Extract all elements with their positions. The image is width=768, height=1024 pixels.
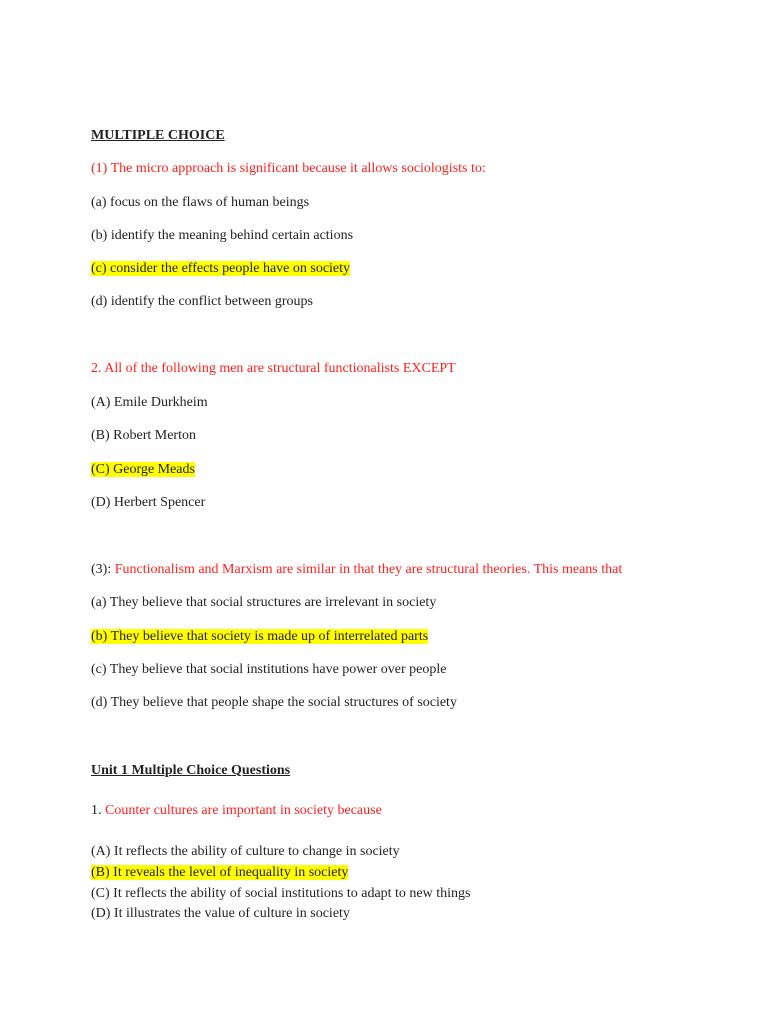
option-d: (d) They believe that people shape the social structures of society	[91, 695, 457, 710]
option-b: (b) identify the meaning behind certain actions	[91, 228, 354, 243]
question-number: 1.	[91, 803, 102, 818]
question-text: The micro approach is significant because it allows sociologists to:	[107, 161, 486, 176]
question-1-stem	[91, 160, 486, 178]
option-d: (d) identify the conflict between groups	[91, 294, 313, 309]
option-b-correct	[91, 628, 428, 646]
option-c: (c) They believe that social institutions have power over people	[91, 662, 447, 677]
highlighted-answer: (C) George Meads	[91, 462, 195, 477]
question-text: All of the following men are structural functionalists EXCEPT	[101, 361, 456, 376]
section-heading-multiple-choice: MULTIPLE CHOICE	[91, 128, 225, 143]
section-heading-unit-1: Unit 1 Multiple Choice Questions	[91, 763, 291, 778]
option-b: (B) Robert Merton	[91, 428, 196, 443]
question-number: 2.	[91, 361, 102, 376]
question-2-stem	[91, 360, 456, 378]
option-b-correct	[91, 864, 348, 882]
option-c-correct	[91, 260, 350, 278]
question-number: (1)	[91, 161, 108, 176]
option-c: (C) It reflects the ability of social institutions to adapt to new things	[91, 886, 471, 901]
question-text: Counter cultures are important in society because	[101, 803, 382, 818]
highlighted-answer: (B) It reveals the level of inequality in society	[91, 865, 349, 880]
question-3-stem	[91, 561, 622, 579]
option-a: (a) They believe that social structures are irrelevant in society	[91, 595, 437, 610]
option-c-correct	[91, 461, 195, 479]
highlighted-answer: (c) consider the effects people have on society	[91, 261, 351, 276]
unit1-question-1-stem	[91, 802, 382, 820]
question-number: (3):	[91, 562, 112, 577]
option-d: (D) It illustrates the value of culture in society	[91, 906, 350, 921]
option-a: (a) focus on the flaws of human beings	[91, 195, 310, 210]
option-a: (A) It reflects the ability of culture to change in society	[91, 844, 400, 859]
option-d: (D) Herbert Spencer	[91, 495, 206, 510]
question-text: Functionalism and Marxism are similar in that they are structural theories. This means that	[111, 562, 623, 577]
highlighted-answer: (b) They believe that society is made up of interrelated parts	[91, 629, 429, 644]
option-a: (A) Emile Durkheim	[91, 395, 208, 410]
